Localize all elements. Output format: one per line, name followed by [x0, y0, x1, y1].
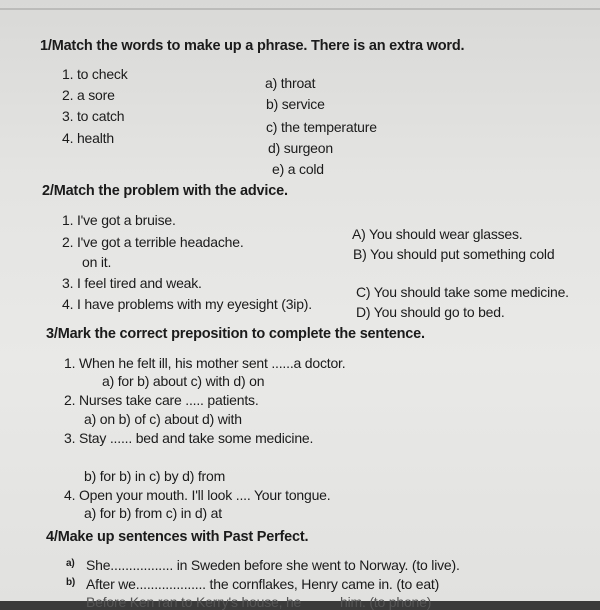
section3-question-3: 3. Stay ...... bed and take some medicine.	[64, 430, 314, 446]
section2-heading: 2/Match the problem with the advice.	[42, 183, 288, 199]
section1-word-3: 3. to catch	[62, 108, 125, 124]
section2-problem-3: 3. I feel tired and weak.	[62, 275, 202, 291]
section1-option-d: d) surgeon	[268, 140, 333, 156]
section4-item-c: Before Ken ran to Kerry's house, he	[86, 594, 302, 610]
section2-problem-4: 4. I have problems with my eyesight (3ip).	[62, 296, 312, 312]
section4-heading: 4/Make up sentences with Past Perfect.	[46, 529, 309, 545]
page-edge-line	[0, 8, 600, 10]
section1-option-c: c) the temperature	[266, 119, 377, 135]
section3-heading: 3/Mark the correct preposition to complete the sentence.	[46, 326, 425, 342]
section2-problem-2-continued: on it.	[82, 254, 112, 270]
section1-heading: 1/Match the words to make up a phrase. There is an extra word.	[40, 38, 465, 54]
section4-item-b: After we................... the cornflakes, Henry came in. (to eat)	[86, 576, 440, 592]
section1-word-4: 4. health	[62, 130, 114, 146]
section3-question-1: 1. When he felt ill, his mother sent ......a doctor.	[64, 355, 346, 371]
section2-advice-c: C) You should take some medicine.	[356, 284, 569, 300]
section2-advice-b: B) You should put something cold	[353, 246, 555, 262]
section3-question-3-options: b) for b) in c) by d) from	[84, 468, 226, 484]
section1-word-1: 1. to check	[62, 66, 128, 82]
section2-problem-1: 1. I've got a bruise.	[62, 212, 176, 228]
section3-question-4-options: a) for b) from c) in d) at	[84, 505, 222, 521]
section2-advice-a: A) You should wear glasses.	[352, 226, 523, 242]
section1-option-a: a) throat	[265, 75, 316, 91]
section4-item-a: She................. in Sweden before she went to Norway. (to live).	[86, 557, 460, 573]
section3-question-4: 4. Open your mouth. I'll look .... Your tongue.	[64, 487, 331, 503]
section3-question-2: 2. Nurses take care ..... patients.	[64, 392, 259, 408]
section2-advice-d: D) You should go to bed.	[356, 304, 505, 320]
section4-item-b-marker: b)	[66, 577, 76, 588]
section3-question-1-options: a) for b) about c) with d) on	[102, 373, 265, 389]
section4-item-c-end: him. (to phone)	[340, 594, 432, 610]
section1-word-2: 2. a sore	[62, 87, 115, 103]
section3-question-2-options: a) on b) of c) about d) with	[84, 411, 242, 427]
section1-option-e: e) a cold	[272, 161, 324, 177]
section2-problem-2: 2. I've got a terrible headache.	[62, 234, 244, 250]
section4-item-a-marker: a)	[66, 558, 75, 569]
section1-option-b: b) service	[266, 96, 325, 112]
